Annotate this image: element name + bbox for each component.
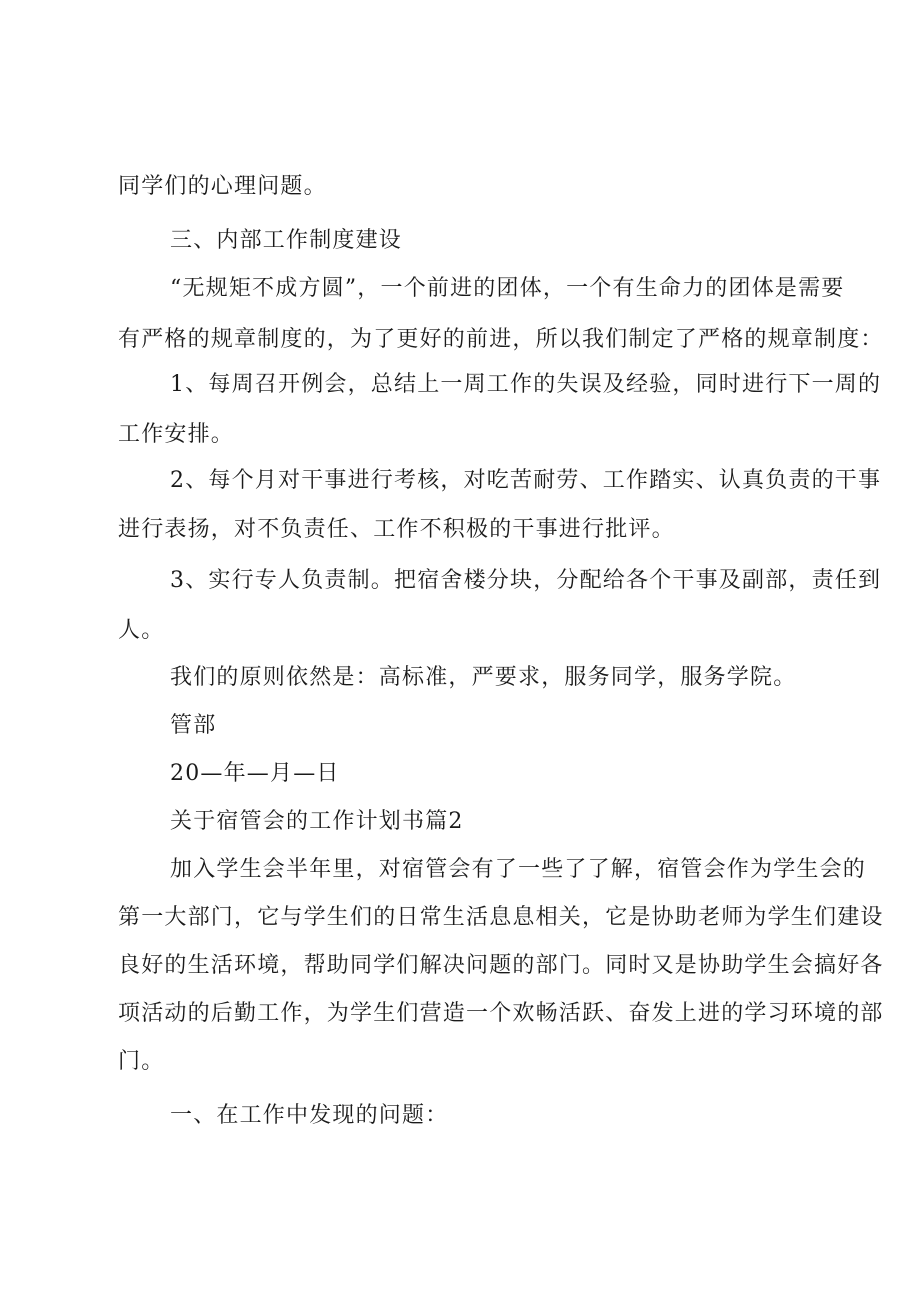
list-item: 2、每个月对干事进行考核，对吃苦耐劳、工作踏实、认真负责的干事 <box>170 468 882 493</box>
text-line: 加入学生会半年里，对宿管会有了一些了了解，宿管会作为学生会的 <box>170 857 867 882</box>
text-line: “无规矩不成方圆”，一个前进的团体，一个有生命力的团体是需要 <box>170 276 845 301</box>
list-item: 1、每周召开例会，总结上一周工作的失误及经验，同时进行下一周的 <box>170 372 882 397</box>
text-line: 第一大部门，它与学生们的日常生活息息相关，它是协助老师为学生们建设 <box>118 905 884 930</box>
signature-department: 管部 <box>170 713 217 738</box>
article-title: 关于宿管会的工作计划书篇2 <box>170 809 464 834</box>
list-item: 3、实行专人负责制。把宿舍楼分块，分配给各个干事及副部，责任到 <box>170 568 882 593</box>
text-line: 我们的原则依然是：高标准，严要求，服务同学，服务学院。 <box>170 665 797 690</box>
date-line: 20—年—月—日 <box>170 761 340 786</box>
text-line: 进行表扬，对不负责任、工作不积极的干事进行批评。 <box>118 517 675 542</box>
text-line: 良好的生活环境，帮助同学们解决问题的部门。同时又是协助学生会搞好各 <box>118 953 884 978</box>
text-line: 有严格的规章制度的，为了更好的前进，所以我们制定了严格的规章制度： <box>118 327 884 352</box>
text-line: 门。 <box>118 1049 165 1074</box>
section-heading: 三、内部工作制度建设 <box>170 228 403 253</box>
text-line: 人。 <box>118 618 165 643</box>
section-heading: 一、在工作中发现的问题： <box>170 1103 449 1128</box>
text-line: 项活动的后勤工作，为学生们营造一个欢畅活跃、奋发上进的学习环境的部 <box>118 1001 884 1026</box>
text-line: 同学们的心理问题。 <box>118 174 327 199</box>
text-line: 工作安排。 <box>118 422 235 447</box>
